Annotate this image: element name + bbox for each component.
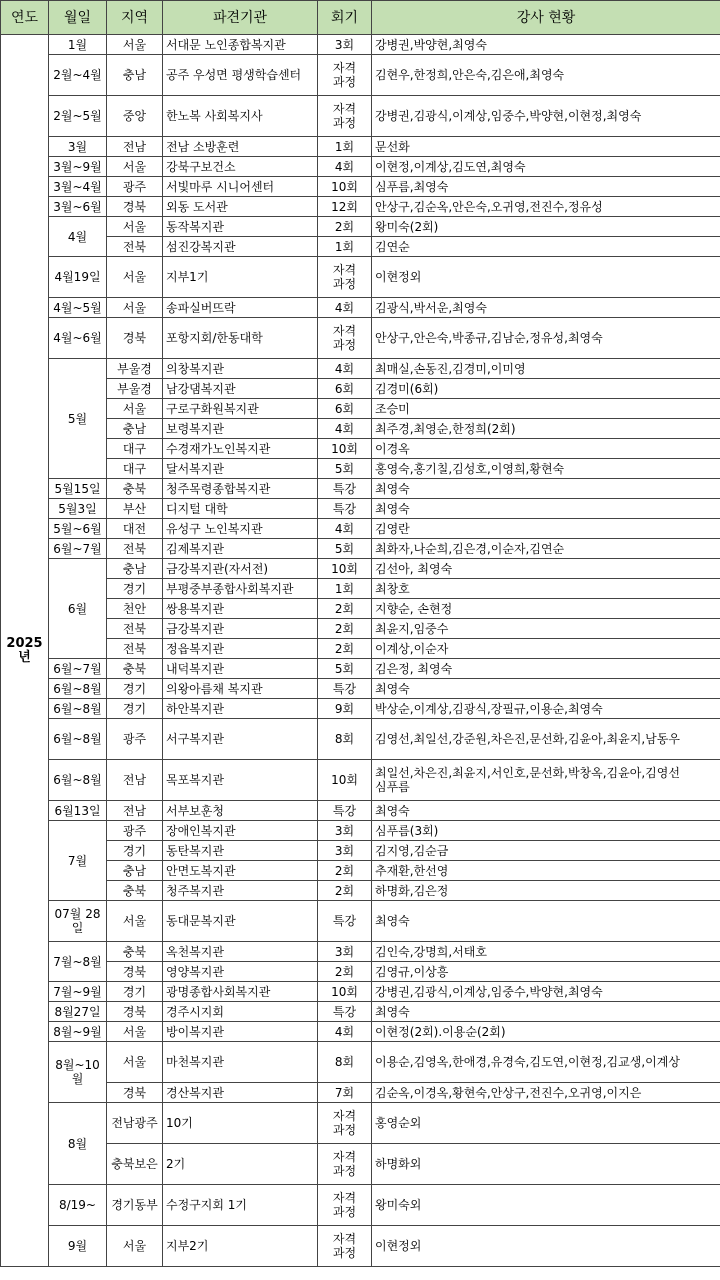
region-cell: 서울	[107, 399, 163, 419]
table-row	[1, 399, 720, 419]
table-row	[1, 861, 720, 881]
instructors-cell: 최영숙	[372, 801, 720, 821]
instructors-cell: 김영란	[372, 519, 720, 539]
agency-cell: 목포복지관	[163, 760, 318, 801]
sessions-cell: 6회	[318, 379, 372, 399]
month-cell: 6월~8월	[49, 699, 107, 719]
table-row	[1, 719, 720, 760]
month-cell: 5월15일	[49, 479, 107, 499]
agency-cell: 안면도복지관	[163, 861, 318, 881]
region-cell: 경북	[107, 318, 163, 359]
sessions-cell: 자격 과정	[318, 1144, 372, 1185]
region-cell: 전남	[107, 801, 163, 821]
agency-cell: 의창복지관	[163, 359, 318, 379]
month-cell: 7월~9월	[49, 982, 107, 1002]
table-row	[1, 699, 720, 719]
sessions-cell: 자격 과정	[318, 1185, 372, 1226]
header-row	[1, 1, 720, 35]
instructors-cell: 이용순,김영옥,한애경,유경숙,김도연,이현정,김교생,이계상	[372, 1042, 720, 1083]
agency-cell: 동탄복지관	[163, 841, 318, 861]
sessions-cell: 특강	[318, 901, 372, 942]
sessions-cell: 특강	[318, 679, 372, 699]
region-cell: 서울	[107, 157, 163, 177]
agency-cell: 지부1기	[163, 257, 318, 298]
agency-cell: 서부보훈청	[163, 801, 318, 821]
agency-cell: 광명종합사회복지관	[163, 982, 318, 1002]
month-cell: 4월~6월	[49, 318, 107, 359]
region-cell: 부산	[107, 499, 163, 519]
instructors-cell: 강병권,박양현,최영숙	[372, 35, 720, 55]
region-cell: 대구	[107, 459, 163, 479]
table-row	[1, 1002, 720, 1022]
month-cell: 3월~6월	[49, 197, 107, 217]
table-row	[1, 217, 720, 237]
instructors-cell: 김광식,박서운,최영숙	[372, 298, 720, 318]
instructors-cell: 최창호	[372, 579, 720, 599]
sessions-cell: 4회	[318, 1022, 372, 1042]
instructors-cell: 김은정, 최영숙	[372, 659, 720, 679]
region-cell: 전남	[107, 137, 163, 157]
agency-cell: 김제복지관	[163, 539, 318, 559]
instructors-cell: 김현우,한정희,안은숙,김은애,최영숙	[372, 55, 720, 96]
month-cell: 2월~5월	[49, 96, 107, 137]
agency-cell: 정읍복지관	[163, 639, 318, 659]
region-cell: 광주	[107, 177, 163, 197]
region-cell: 충남	[107, 559, 163, 579]
region-cell: 경기	[107, 699, 163, 719]
month-cell: 8월~10월	[49, 1042, 107, 1103]
region-cell: 충북	[107, 881, 163, 901]
table-row	[1, 1144, 720, 1185]
region-cell: 충북보은	[107, 1144, 163, 1185]
region-cell: 광주	[107, 719, 163, 760]
sessions-cell: 특강	[318, 1002, 372, 1022]
agency-cell: 수경재가노인복지관	[163, 439, 318, 459]
sessions-cell: 특강	[318, 479, 372, 499]
region-cell: 서울	[107, 1022, 163, 1042]
sessions-cell: 4회	[318, 298, 372, 318]
agency-cell: 디지털 대학	[163, 499, 318, 519]
agency-cell: 전남 소방훈련	[163, 137, 318, 157]
sessions-cell: 5회	[318, 539, 372, 559]
month-cell: 4월~5월	[49, 298, 107, 318]
instructors-cell: 최영숙	[372, 499, 720, 519]
instructors-cell: 박상순,이계상,김광식,장필규,이용순,최영숙	[372, 699, 720, 719]
instructors-cell: 하명화외	[372, 1144, 720, 1185]
region-cell: 서울	[107, 1226, 163, 1267]
region-cell: 서울	[107, 257, 163, 298]
agency-cell: 유성구 노인복지관	[163, 519, 318, 539]
region-cell: 전남	[107, 760, 163, 801]
table-row	[1, 197, 720, 217]
sessions-cell: 5회	[318, 459, 372, 479]
month-cell: 07월 28 일	[49, 901, 107, 942]
region-cell: 경기	[107, 579, 163, 599]
region-cell: 부울경	[107, 379, 163, 399]
agency-cell: 동대문복지관	[163, 901, 318, 942]
month-cell: 7월	[49, 821, 107, 901]
instructors-cell: 김순옥,이경옥,황현숙,안상구,전진수,오귀영,이지은	[372, 1083, 720, 1103]
col-header-year: 연도	[1, 1, 49, 35]
table-row	[1, 298, 720, 318]
table-row	[1, 599, 720, 619]
sessions-cell: 2회	[318, 861, 372, 881]
table-row	[1, 55, 720, 96]
sessions-cell: 2회	[318, 881, 372, 901]
table-row	[1, 679, 720, 699]
sessions-cell: 8회	[318, 719, 372, 760]
region-cell: 충북	[107, 479, 163, 499]
instructors-cell: 최영숙	[372, 901, 720, 942]
sessions-cell: 6회	[318, 399, 372, 419]
col-header-agency: 파견기관	[163, 1, 318, 35]
month-cell: 6월~7월	[49, 539, 107, 559]
sessions-cell: 자격 과정	[318, 318, 372, 359]
region-cell: 서울	[107, 1042, 163, 1083]
sessions-cell: 9회	[318, 699, 372, 719]
sessions-cell: 2회	[318, 599, 372, 619]
month-cell: 8/19~	[49, 1185, 107, 1226]
agency-cell: 강북구보건소	[163, 157, 318, 177]
sessions-cell: 10회	[318, 177, 372, 197]
region-cell: 충북	[107, 659, 163, 679]
agency-cell: 외동 도서관	[163, 197, 318, 217]
sessions-cell: 4회	[318, 157, 372, 177]
month-cell: 8월	[49, 1103, 107, 1185]
table-row	[1, 760, 720, 801]
month-cell: 6월	[49, 559, 107, 659]
instructors-cell: 안상구,안은숙,박종규,김남순,정유성,최영숙	[372, 318, 720, 359]
table-row	[1, 1022, 720, 1042]
sessions-cell: 7회	[318, 1083, 372, 1103]
instructors-cell: 이현정외	[372, 1226, 720, 1267]
table-row	[1, 479, 720, 499]
region-cell: 중앙	[107, 96, 163, 137]
month-cell: 3월~9월	[49, 157, 107, 177]
month-cell: 4월19일	[49, 257, 107, 298]
table-row	[1, 459, 720, 479]
sessions-cell: 10회	[318, 559, 372, 579]
table-row	[1, 639, 720, 659]
instructors-cell: 김연순	[372, 237, 720, 257]
month-cell: 9월	[49, 1226, 107, 1267]
table-body	[1, 35, 720, 1267]
instructors-cell: 이현정(2회).이용순(2회)	[372, 1022, 720, 1042]
agency-cell: 경산복지관	[163, 1083, 318, 1103]
region-cell: 전남광주	[107, 1103, 163, 1144]
agency-cell: 지부2기	[163, 1226, 318, 1267]
instructors-cell: 이계상,이순자	[372, 639, 720, 659]
table-row	[1, 1226, 720, 1267]
table-row	[1, 257, 720, 298]
region-cell: 충북	[107, 942, 163, 962]
table-row	[1, 821, 720, 841]
month-cell: 5월~6월	[49, 519, 107, 539]
month-cell: 3월~4월	[49, 177, 107, 197]
instructors-cell: 심푸름,최영숙	[372, 177, 720, 197]
month-cell: 6월~7월	[49, 659, 107, 679]
table-row	[1, 1185, 720, 1226]
sessions-cell: 자격 과정	[318, 257, 372, 298]
instructors-cell: 추재환,한선영	[372, 861, 720, 881]
sessions-cell: 2회	[318, 962, 372, 982]
sessions-cell: 3회	[318, 821, 372, 841]
instructors-cell: 홍영순외	[372, 1103, 720, 1144]
agency-cell: 10기	[163, 1103, 318, 1144]
instructors-cell: 최영숙	[372, 1002, 720, 1022]
table-row	[1, 539, 720, 559]
region-cell: 경북	[107, 197, 163, 217]
agency-cell: 남강댐복지관	[163, 379, 318, 399]
agency-cell: 마천복지관	[163, 1042, 318, 1083]
table-row	[1, 157, 720, 177]
instructors-cell: 강병권,김광식,이계상,임중수,박양현,최영숙	[372, 982, 720, 1002]
month-cell: 5월	[49, 359, 107, 479]
table-row	[1, 801, 720, 821]
region-cell: 부울경	[107, 359, 163, 379]
region-cell: 충남	[107, 55, 163, 96]
sessions-cell: 자격 과정	[318, 1103, 372, 1144]
instructors-cell: 김지영,김순금	[372, 841, 720, 861]
table-row	[1, 499, 720, 519]
instructors-cell: 왕미숙외	[372, 1185, 720, 1226]
sessions-cell: 5회	[318, 659, 372, 679]
month-cell: 6월~8월	[49, 719, 107, 760]
col-header-region: 지역	[107, 1, 163, 35]
region-cell: 경기동부	[107, 1185, 163, 1226]
sessions-cell: 10회	[318, 982, 372, 1002]
region-cell: 충남	[107, 419, 163, 439]
instructors-cell: 김영규,이상흥	[372, 962, 720, 982]
table-row	[1, 35, 720, 55]
sessions-cell: 1회	[318, 137, 372, 157]
agency-cell: 동작복지관	[163, 217, 318, 237]
instructors-cell: 김경미(6회)	[372, 379, 720, 399]
agency-cell: 장애인복지관	[163, 821, 318, 841]
sessions-cell: 3회	[318, 35, 372, 55]
agency-cell: 내덕복지관	[163, 659, 318, 679]
region-cell: 전북	[107, 619, 163, 639]
sessions-cell: 2회	[318, 217, 372, 237]
agency-cell: 옥천복지관	[163, 942, 318, 962]
region-cell: 서울	[107, 298, 163, 318]
table-row	[1, 579, 720, 599]
agency-cell: 영양복지관	[163, 962, 318, 982]
sessions-cell: 10회	[318, 439, 372, 459]
year-cell: 2025년	[1, 35, 49, 1267]
month-cell: 5월3일	[49, 499, 107, 519]
table-row	[1, 659, 720, 679]
agency-cell: 금강복지관(자서전)	[163, 559, 318, 579]
table-row	[1, 96, 720, 137]
table-row	[1, 1083, 720, 1103]
month-cell: 8월27일	[49, 1002, 107, 1022]
region-cell: 서울	[107, 901, 163, 942]
month-cell: 6월13일	[49, 801, 107, 821]
region-cell: 광주	[107, 821, 163, 841]
instructors-cell: 하명화,김은정	[372, 881, 720, 901]
region-cell: 천안	[107, 599, 163, 619]
region-cell: 경기	[107, 982, 163, 1002]
table-row	[1, 419, 720, 439]
agency-cell: 포항지회/한동대학	[163, 318, 318, 359]
sessions-cell: 특강	[318, 499, 372, 519]
sessions-cell: 4회	[318, 419, 372, 439]
month-cell: 3월	[49, 137, 107, 157]
sessions-cell: 1회	[318, 579, 372, 599]
agency-cell: 서빛마루 시니어센터	[163, 177, 318, 197]
region-cell: 대전	[107, 519, 163, 539]
instructors-cell: 최영숙	[372, 679, 720, 699]
instructors-cell: 강병권,김광식,이계상,임중수,박양현,이현정,최영숙	[372, 96, 720, 137]
agency-cell: 서대문 노인종합복지관	[163, 35, 318, 55]
agency-cell: 하안복지관	[163, 699, 318, 719]
instructors-cell: 최매실,손동진,김경미,이미영	[372, 359, 720, 379]
instructors-cell: 이현정,이계상,김도연,최영숙	[372, 157, 720, 177]
instructors-cell: 김인숙,강명희,서태호	[372, 942, 720, 962]
agency-cell: 달서복지관	[163, 459, 318, 479]
table-row	[1, 359, 720, 379]
region-cell: 경북	[107, 1083, 163, 1103]
instructors-cell: 최일선,차은진,최윤지,서인호,문선화,박창옥,김윤아,김영선 심푸름	[372, 760, 720, 801]
sessions-cell: 3회	[318, 841, 372, 861]
region-cell: 대구	[107, 439, 163, 459]
sessions-cell: 10회	[318, 760, 372, 801]
instructors-cell: 조승미	[372, 399, 720, 419]
agency-cell: 경주시지회	[163, 1002, 318, 1022]
table-row	[1, 379, 720, 399]
table-row	[1, 901, 720, 942]
region-cell: 서울	[107, 35, 163, 55]
table-row	[1, 1103, 720, 1144]
region-cell: 경북	[107, 1002, 163, 1022]
month-cell: 4월	[49, 217, 107, 257]
instructors-cell: 홍영숙,홍기칠,김성호,이영희,황현숙	[372, 459, 720, 479]
table-row	[1, 318, 720, 359]
instructors-cell: 최주경,최영순,한정희(2회)	[372, 419, 720, 439]
table-row	[1, 519, 720, 539]
instructors-cell: 이경옥	[372, 439, 720, 459]
sessions-cell: 8회	[318, 1042, 372, 1083]
region-cell: 경기	[107, 841, 163, 861]
agency-cell: 쌍용복지관	[163, 599, 318, 619]
agency-cell: 의왕아름채 복지관	[163, 679, 318, 699]
agency-cell: 2기	[163, 1144, 318, 1185]
instructors-cell: 안상구,김순옥,안은숙,오귀영,전진수,정유성	[372, 197, 720, 217]
agency-cell: 청주복지관	[163, 881, 318, 901]
sessions-cell: 4회	[318, 519, 372, 539]
sessions-cell: 2회	[318, 639, 372, 659]
agency-cell: 수정구지회 1기	[163, 1185, 318, 1226]
sessions-cell: 2회	[318, 619, 372, 639]
agency-cell: 금강복지관	[163, 619, 318, 639]
region-cell: 경북	[107, 962, 163, 982]
sessions-cell: 자격 과정	[318, 1226, 372, 1267]
region-cell: 전북	[107, 539, 163, 559]
agency-cell: 부평중부종합사회복지관	[163, 579, 318, 599]
table-row	[1, 177, 720, 197]
table-row	[1, 982, 720, 1002]
agency-cell: 청주목령종합복지관	[163, 479, 318, 499]
table-row	[1, 559, 720, 579]
table-row	[1, 1042, 720, 1083]
sessions-cell: 4회	[318, 359, 372, 379]
col-header-month: 월일	[49, 1, 107, 35]
month-cell: 6월~8월	[49, 679, 107, 699]
table-row	[1, 237, 720, 257]
sessions-cell: 특강	[318, 801, 372, 821]
table-row	[1, 841, 720, 861]
instructors-cell: 이현정외	[372, 257, 720, 298]
instructors-cell: 김선아, 최영숙	[372, 559, 720, 579]
agency-cell: 구로구화원복지관	[163, 399, 318, 419]
instructors-cell: 심푸름(3회)	[372, 821, 720, 841]
month-cell: 7월~8월	[49, 942, 107, 982]
table-row	[1, 137, 720, 157]
table-row	[1, 942, 720, 962]
instructors-cell: 최영숙	[372, 479, 720, 499]
agency-cell: 공주 우성면 평생학습센터	[163, 55, 318, 96]
col-header-instructors: 강사 현황	[372, 1, 720, 35]
month-cell: 2월~4월	[49, 55, 107, 96]
table-row	[1, 619, 720, 639]
instructors-cell: 지향순, 손현정	[372, 599, 720, 619]
table-row	[1, 962, 720, 982]
agency-cell: 서구복지관	[163, 719, 318, 760]
sessions-cell: 3회	[318, 942, 372, 962]
table-row	[1, 881, 720, 901]
instructors-cell: 최화자,나순희,김은경,이순자,김연순	[372, 539, 720, 559]
region-cell: 전북	[107, 639, 163, 659]
month-cell: 8월~9월	[49, 1022, 107, 1042]
sessions-cell: 1회	[318, 237, 372, 257]
table-row	[1, 439, 720, 459]
region-cell: 서울	[107, 217, 163, 237]
region-cell: 충남	[107, 861, 163, 881]
instructors-cell: 김영선,최일선,강준원,차은진,문선화,김윤아,최윤지,남동우	[372, 719, 720, 760]
region-cell: 경기	[107, 679, 163, 699]
agency-cell: 방이복지관	[163, 1022, 318, 1042]
instructors-cell: 문선화	[372, 137, 720, 157]
sessions-cell: 12회	[318, 197, 372, 217]
sessions-cell: 자격 과정	[318, 96, 372, 137]
agency-cell: 한노복 사회복지사	[163, 96, 318, 137]
month-cell: 6월~8월	[49, 760, 107, 801]
sessions-cell: 자격 과정	[318, 55, 372, 96]
region-cell: 전북	[107, 237, 163, 257]
col-header-sessions: 회기	[318, 1, 372, 35]
instructors-cell: 왕미숙(2회)	[372, 217, 720, 237]
agency-cell: 섬진강복지관	[163, 237, 318, 257]
agency-cell: 송파실버뜨락	[163, 298, 318, 318]
instructors-cell: 최윤지,임중수	[372, 619, 720, 639]
month-cell: 1월	[49, 35, 107, 55]
agency-cell: 보령복지관	[163, 419, 318, 439]
